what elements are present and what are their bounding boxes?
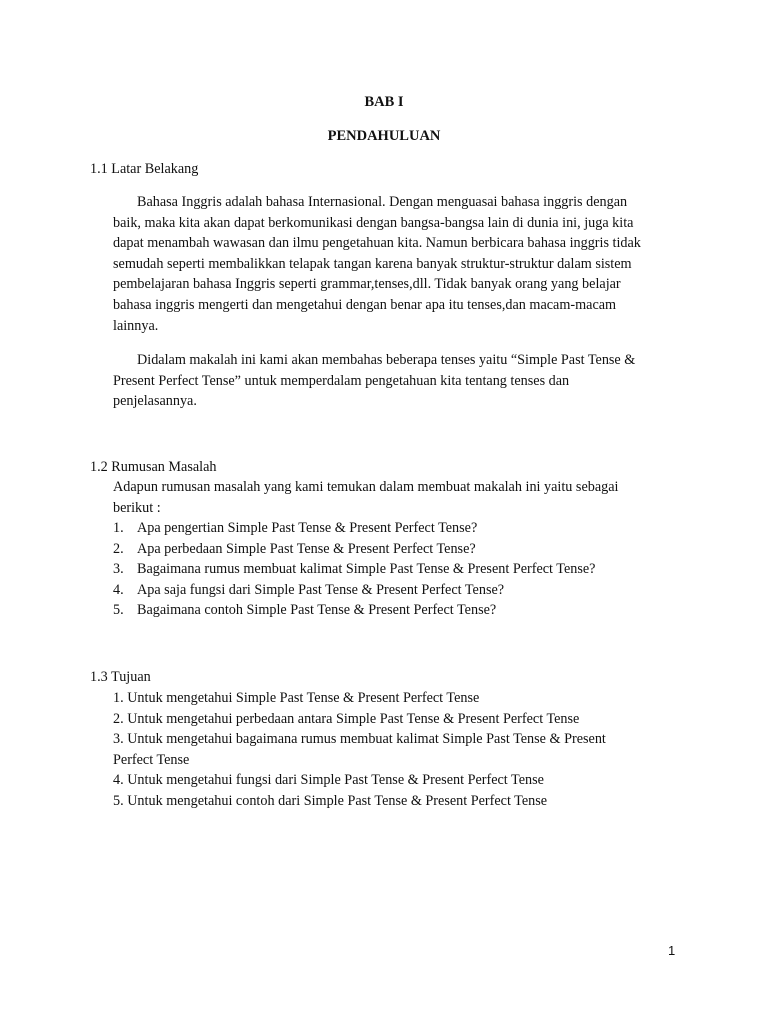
paragraph-line: lainnya. xyxy=(113,317,159,334)
paragraph-line: Didalam makalah ini kami akan membahas beberapa tenses yaitu “Simple Past Tense & xyxy=(137,352,636,368)
list-item xyxy=(113,539,595,560)
section-heading-rumusan-masalah: 1.2 Rumusan Masalah xyxy=(90,459,217,475)
list-item: 2. Untuk mengetahui perbedaan antara Simple Past Tense & Present Perfect Tense xyxy=(113,710,580,727)
section-heading-latar-belakang: 1.1 Latar Belakang xyxy=(90,161,199,177)
intro-line: Adapun rumusan masalah yang kami temukan dalam membuat makalah ini yaitu sebagai xyxy=(113,479,619,495)
list-item xyxy=(113,559,595,580)
list-item: 4. Untuk mengetahui fungsi dari Simple Past Tense & Present Perfect Tense xyxy=(113,772,544,789)
paragraph-scope xyxy=(113,350,673,412)
paragraph-line: penjelasannya. xyxy=(113,393,197,410)
section-heading-tujuan: 1.3 Tujuan xyxy=(90,669,151,685)
list-item-number: 2. xyxy=(113,540,124,557)
list-item-number: 5. xyxy=(113,602,124,619)
page-number: 1 xyxy=(668,943,676,958)
paragraph-line: baik, maka kita akan dapat berkomunikasi dengan bangsa-bangsa lain di dunia ini, juga kita xyxy=(113,214,634,231)
list-item: Perfect Tense xyxy=(113,751,190,768)
list-item: 5. Untuk mengetahui contoh dari Simple Past Tense & Present Perfect Tense xyxy=(113,792,548,809)
chapter-title: PENDAHULUAN xyxy=(327,128,441,144)
list-item xyxy=(113,518,595,539)
paragraph-line: Bahasa Inggris adalah bahasa Internasional. Dengan menguasai bahasa inggris dengan xyxy=(137,194,628,210)
list-item-number: 4. xyxy=(113,581,124,598)
list-item-number: 3. xyxy=(113,561,124,578)
list-item-text: Apa saja fungsi dari Simple Past Tense & Present Perfect Tense? xyxy=(137,581,505,598)
paragraph-background xyxy=(113,192,673,336)
paragraph-line: dapat menambah wawasan dan ilmu pengetahuan kita. Namun berbicara bahasa inggris tidak xyxy=(113,235,641,252)
list-item: 1. Untuk mengetahui Simple Past Tense & Present Perfect Tense xyxy=(113,690,480,706)
tujuan-list xyxy=(113,688,606,812)
list-item-text: Apa pengertian Simple Past Tense & Present Perfect Tense? xyxy=(137,520,478,536)
paragraph-line: pembelajaran bahasa Inggris seperti grammar,tenses,dll. Tidak banyak orang yang belajar xyxy=(113,276,621,293)
rumusan-list xyxy=(113,518,595,621)
paragraph-line: Present Perfect Tense” untuk memperdalam pengetahuan kita tentang tenses dan xyxy=(113,372,570,389)
rumusan-intro xyxy=(113,477,673,518)
chapter-number: BAB I xyxy=(364,94,404,110)
list-item xyxy=(113,600,595,621)
list-item-number: 1. xyxy=(113,520,124,536)
list-item-text: Apa perbedaan Simple Past Tense & Present Perfect Tense? xyxy=(137,540,476,557)
intro-line: berikut : xyxy=(113,499,161,516)
list-item: 3. Untuk mengetahui bagaimana rumus membuat kalimat Simple Past Tense & Present xyxy=(113,731,606,748)
list-item-text: Bagaimana rumus membuat kalimat Simple Past Tense & Present Perfect Tense? xyxy=(137,561,596,578)
list-item-text: Bagaimana contoh Simple Past Tense & Present Perfect Tense? xyxy=(137,602,497,619)
paragraph-line: bahasa inggris mengerti dan mengetahui dengan benar apa itu tenses,dan macam-macam xyxy=(113,296,617,313)
list-item xyxy=(113,580,595,601)
paragraph-line: semudah seperti membalikkan telapak tangan karena banyak struktur-struktur dalam sistem xyxy=(113,255,632,272)
